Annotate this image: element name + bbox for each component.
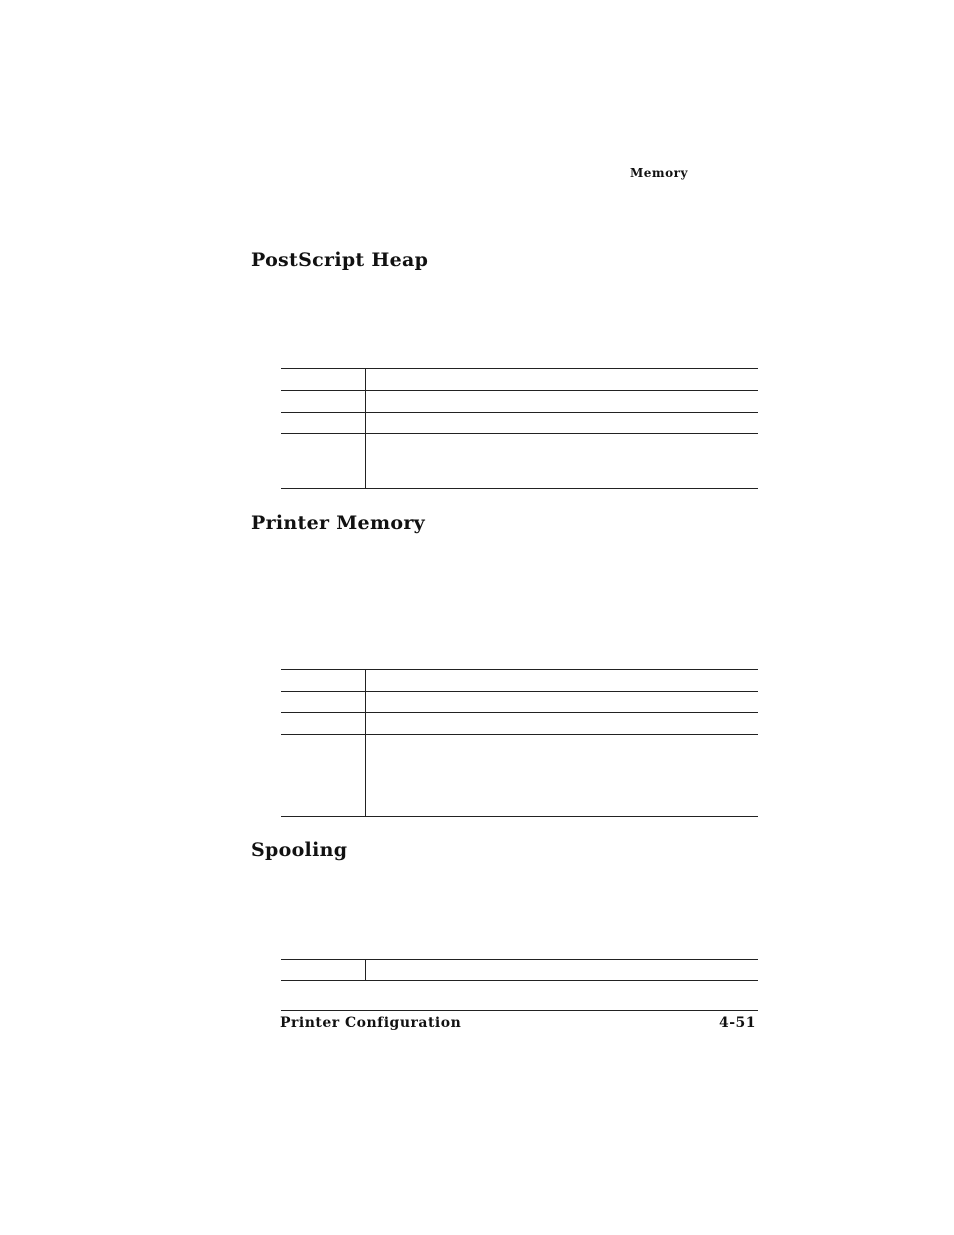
printer-memory-table <box>281 669 758 817</box>
table-row <box>281 735 758 817</box>
footer-rule <box>281 1010 758 1011</box>
table-value-cell <box>366 960 759 981</box>
footer-chapter-title: Printer Configuration <box>280 1015 462 1031</box>
table-row <box>281 713 758 735</box>
table-value-cell <box>366 713 759 735</box>
table-label-cell <box>281 692 366 713</box>
table-label-cell <box>281 434 366 489</box>
section-heading-postscript-heap: PostScript Heap <box>251 249 429 271</box>
table-row <box>281 670 758 692</box>
table-value-cell <box>366 391 759 413</box>
table-row <box>281 692 758 713</box>
spooling-table <box>281 959 758 981</box>
table-label-cell <box>281 369 366 391</box>
table-label-cell <box>281 735 366 817</box>
section-heading-printer-memory: Printer Memory <box>251 512 425 534</box>
table-label-cell <box>281 391 366 413</box>
footer-page-number: 4-51 <box>718 1015 756 1031</box>
table-row <box>281 391 758 413</box>
table-label-cell <box>281 960 366 981</box>
section-heading-spooling: Spooling <box>251 839 348 861</box>
table-row <box>281 369 758 391</box>
running-header: Memory <box>630 166 688 180</box>
postscript-heap-table <box>281 368 758 489</box>
table-value-cell <box>366 369 759 391</box>
table-row <box>281 434 758 489</box>
table-row <box>281 960 758 981</box>
table-value-cell <box>366 692 759 713</box>
table-value-cell <box>366 413 759 434</box>
table-value-cell <box>366 735 759 817</box>
table-row <box>281 413 758 434</box>
table-value-cell <box>366 434 759 489</box>
table-label-cell <box>281 713 366 735</box>
table-value-cell <box>366 670 759 692</box>
table-label-cell <box>281 413 366 434</box>
table-label-cell <box>281 670 366 692</box>
